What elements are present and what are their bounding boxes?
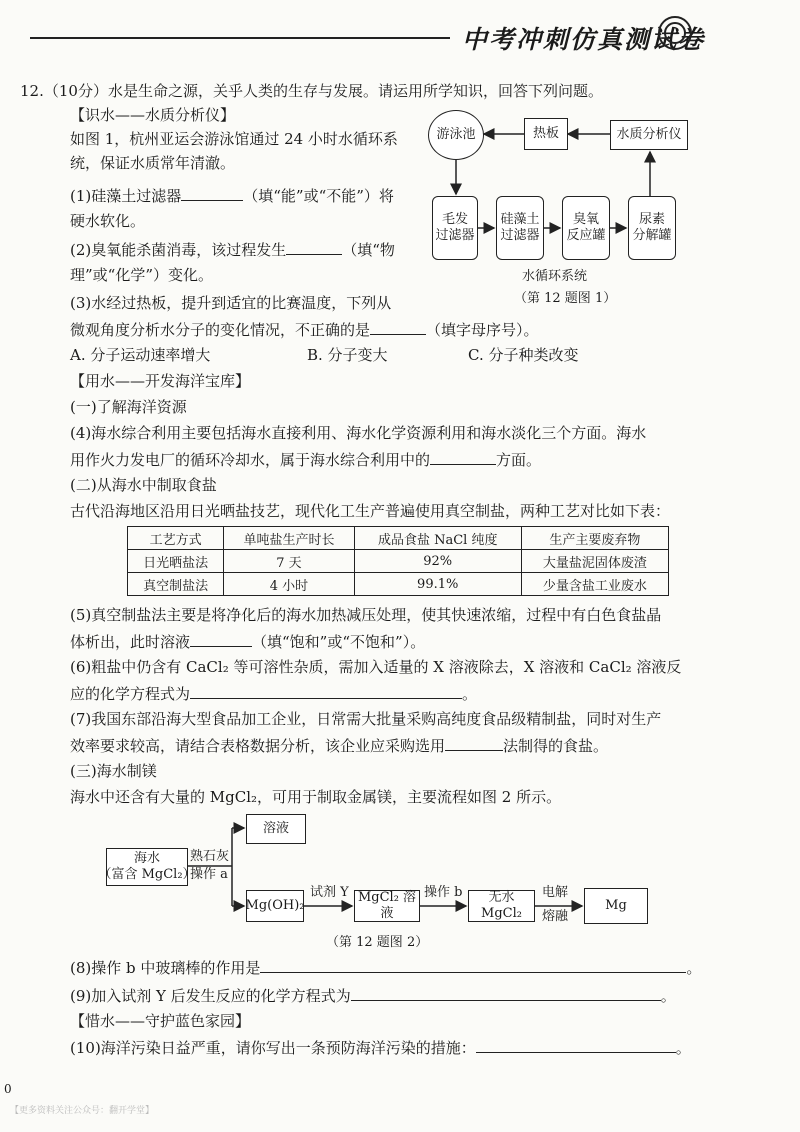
question-7-cont: 效率要求较高，请结合表格数据分析，该企业应采购选用 法制得的食盐。: [70, 734, 608, 757]
operation-b-label: 操作 b: [424, 885, 463, 900]
reagent-y-label: 试剂 Y: [310, 885, 349, 900]
fig2-caption: （第 12 题图 2）: [326, 935, 429, 950]
table-cell: 真空制盐法: [128, 573, 224, 596]
question-8: (8)操作 b 中玻璃棒的作用是 。: [70, 956, 701, 979]
q3-option-b: B. 分子变大: [307, 346, 388, 364]
water-analyzer-box: 水质分析仪: [610, 120, 688, 150]
lime-label: 熟石灰: [190, 849, 230, 864]
magnesium-box: Mg: [584, 888, 648, 924]
table-header: 工艺方式: [128, 527, 224, 550]
electrolysis-label: 电解: [542, 885, 569, 900]
subsection-2: (二)从海水中制取食盐: [70, 476, 217, 494]
section-title-cherish-water: 【惜水——守护蓝色家园】: [70, 1012, 251, 1030]
table-cell: 日光晒盐法: [128, 550, 224, 573]
header-title: 中考冲刺仿真测试卷: [462, 25, 706, 54]
table-header: 生产主要废弃物: [521, 527, 668, 550]
operation-a-label: 操作 a: [190, 867, 228, 882]
table-cell: 7 天: [224, 550, 354, 573]
question-5: (5)真空制盐法主要是将净化后的海水加热减压处理，使其快速浓缩，过程中有白色食盐晶: [70, 606, 662, 624]
footer-note: 【更多资料关注公众号：翻开学堂】: [10, 1106, 155, 1116]
table-header: 成品食盐 NaCl 纯度: [354, 527, 521, 550]
question-4-cont: 用作火力发电厂的循环冷却水，属于海水综合利用中的 方面。: [70, 448, 541, 471]
urea-decomposer-tank: 尿素 分解罐: [628, 196, 676, 260]
question-1: (1)硅藻土过滤器 （填“能”或“不能”）将: [70, 184, 394, 207]
q3-option-c: C. 分子种类改变: [468, 346, 579, 364]
fig1-label: 水循环系统: [522, 269, 588, 284]
question-4: (4)海水综合利用主要包括海水直接利用、海水化学资源利用和海水淡化三个方面。海水: [70, 424, 647, 442]
hair-filter-tank: 毛发 过滤器: [432, 196, 478, 260]
diatom-filter-tank: 硅藻土 过滤器: [496, 196, 544, 260]
section-title-use-water: 【用水——开发海洋宝库】: [70, 372, 251, 390]
question-1-cont: 硬水软化。: [70, 212, 146, 230]
question-6-cont: 应的化学方程式为 。: [70, 682, 477, 705]
table-cell: 99.1%: [354, 573, 521, 596]
solution-box: 溶液: [246, 814, 306, 844]
mgcl2-solution-box: MgCl₂ 溶液: [354, 890, 420, 922]
pool-circle: 游泳池: [428, 110, 484, 160]
q3-option-a: A. 分子运动速率增大: [70, 346, 211, 364]
subsection-3: (三)海水制镁: [70, 762, 157, 780]
question-5-cont: 体析出，此时溶液 （填“饱和”或“不饱和”）。: [70, 630, 425, 653]
question-2: (2)臭氧能杀菌消毒，该过程发生 （填“物: [70, 238, 395, 261]
hot-plate-box: 热板: [524, 118, 568, 150]
salt-intro: 古代沿海地区沿用日光晒盐技艺，现代化工生产普遍使用真空制盐，两种工艺对比如下表：: [70, 502, 671, 520]
table-cell: 4 小时: [224, 573, 354, 596]
table-cell: 少量含盐工业废水: [521, 573, 668, 596]
fig1-description-2: 统，保证水质常年清澈。: [70, 154, 236, 172]
seawater-box: 海水 （富含 MgCl₂）: [106, 848, 188, 886]
page-number: 0: [4, 1082, 12, 1096]
mgoh2-box: Mg(OH)₂: [246, 890, 304, 922]
question-3: (3)水经过热板，提升到适宜的比赛温度，下列从: [70, 294, 392, 312]
table-cell: 大量盐泥固体废渣: [521, 550, 668, 573]
section-title-know-water: 【识水——水质分析仪】: [70, 106, 236, 124]
question-9: (9)加入试剂 Y 后发生反应的化学方程式为 。: [70, 984, 676, 1007]
ozone-reactor-tank: 臭氧 反应罐: [562, 196, 610, 260]
question-7: (7)我国东部沿海大型食品加工企业，日常需大批量采购高纯度食品级精制盐，同时对生产: [70, 710, 662, 728]
question-intro: 12.（10分）水是生命之源，关乎人类的生存与发展。请运用所学知识，回答下列问题。: [20, 82, 603, 100]
subsection-1: (一)了解海洋资源: [70, 398, 187, 416]
question-3-cont: 微观角度分析水分子的变化情况，不正确的是 （填字母序号）。: [70, 318, 539, 341]
fig1-caption: （第 12 题图 1）: [514, 291, 617, 306]
molten-label: 熔融: [542, 909, 569, 924]
fig1-description: 如图 1，杭州亚运会游泳馆通过 24 小时水循环系: [70, 130, 398, 148]
table-cell: 92%: [354, 550, 521, 573]
question-6: (6)粗盐中仍含有 CaCl₂ 等可溶性杂质，需加入适量的 X 溶液除去，X 溶液和 CaCl₂ 溶液反: [70, 658, 682, 676]
question-2-cont: 理”或“化学”）变化。: [70, 266, 214, 284]
question-10: (10)海洋污染日益严重，请你写出一条预防海洋污染的措施： 。: [70, 1036, 691, 1059]
anhydrous-mgcl2-box: 无水 MgCl₂: [468, 890, 535, 922]
table-header: 单吨盐生产时长: [224, 527, 354, 550]
mg-intro: 海水中还含有大量的 MgCl₂，可用于制取金属镁，主要流程如图 2 所示。: [70, 788, 562, 806]
